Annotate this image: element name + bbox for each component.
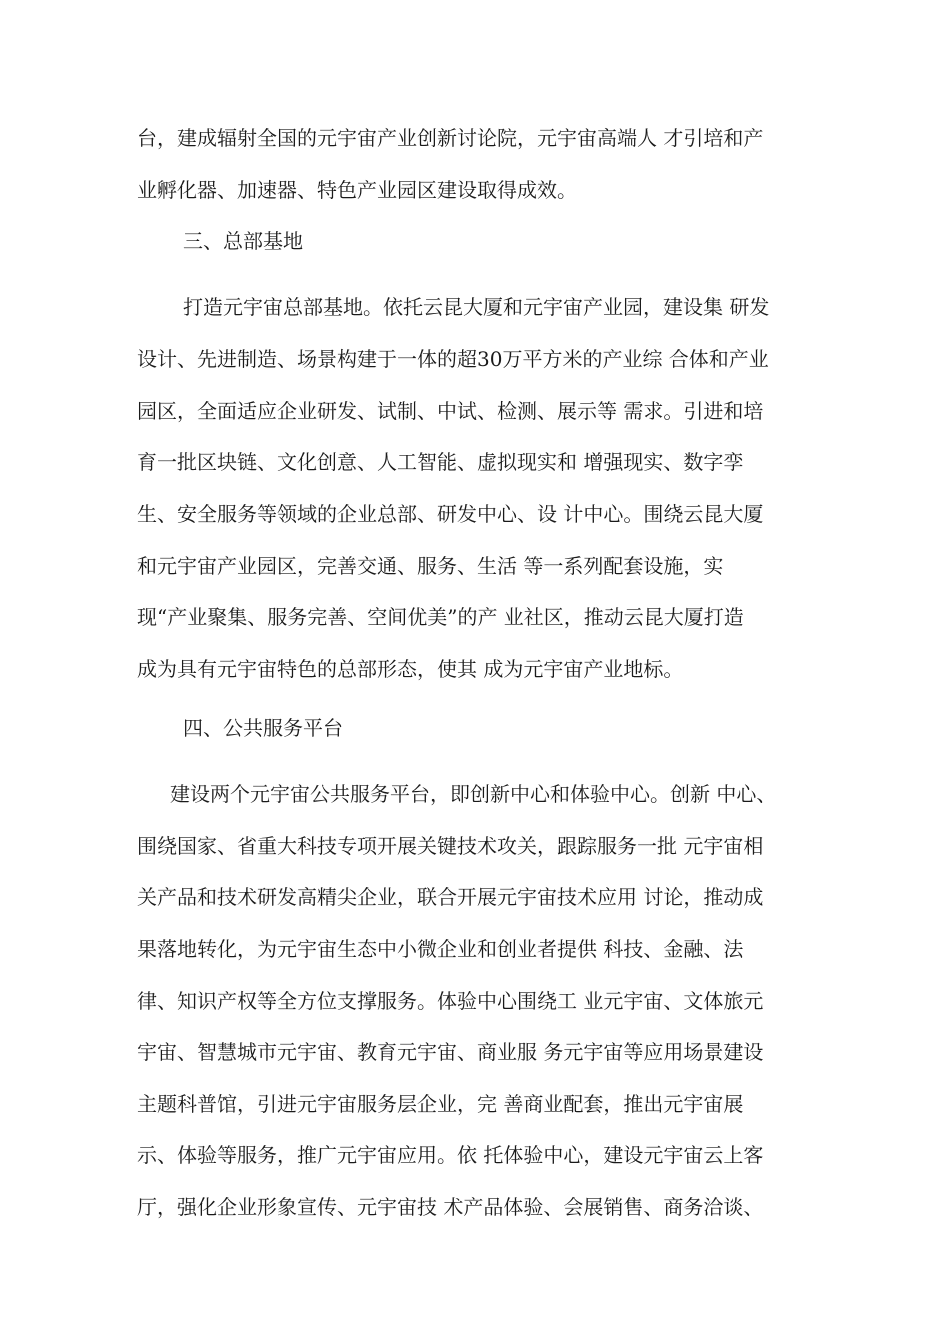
body-text-line: 园区，全面适应企业研发、试制、中试、检测、展示等 需求。引进和培 — [137, 399, 764, 423]
body-text-line: 设计、先进制造、场景构建于一体的超30万平方米的产业综 合体和产业 — [137, 347, 769, 371]
body-text-line: 示、体验等服务，推广元宇宙应用。依 托体验中心，建设元宇宙云上客 — [137, 1143, 764, 1167]
body-text-line: 成为具有元宇宙特色的总部形态，使其 成为元宇宙产业地标。 — [137, 657, 684, 681]
body-text-line: 育一批区块链、文化创意、人工智能、虚拟现实和 增强现实、数字孪 — [137, 450, 744, 474]
body-text-line: 业孵化器、加速器、特色产业园区建设取得成效。 — [137, 178, 577, 202]
body-text-line: 建设两个元宇宙公共服务平台，即创新中心和体验中心。创新 中心、 — [170, 782, 777, 806]
body-text-line: 律、知识产权等全方位支撑服务。体验中心围绕工 业元宇宙、文体旅元 — [137, 989, 764, 1013]
body-text-line: 台，建成辐射全国的元宇宙产业创新讨论院，元宇宙高端人 才引培和产 — [137, 126, 764, 150]
body-text-line: 关产品和技术研发高精尖企业，联合开展元宇宙技术应用 讨论，推动成 — [137, 885, 764, 909]
body-text-line: 现“产业聚集、服务完善、空间优美”的产 业社区，推动云昆大厦打造 — [137, 605, 744, 629]
body-text-line: 主题科普馆，引进元宇宙服务层企业，完 善商业配套，推出元宇宙展 — [137, 1092, 744, 1116]
body-text-line: 果落地转化，为元宇宙生态中小微企业和创业者提供 科技、金融、法 — [137, 937, 744, 961]
body-text-line: 和元宇宙产业园区，完善交通、服务、生活 等一系列配套设施，实 — [137, 554, 724, 578]
section-heading: 三、总部基地 — [183, 229, 303, 253]
body-text-line: 宇宙、智慧城市元宇宙、教育元宇宙、商业服 务元宇宙等应用场景建设 — [137, 1040, 764, 1064]
body-text-line: 厅，强化企业形象宣传、元宇宙技 术产品体验、会展销售、商务洽谈、 — [137, 1195, 764, 1219]
body-text-line: 生、安全服务等领域的企业总部、研发中心、设 计中心。围绕云昆大厦 — [137, 502, 764, 526]
section-heading: 四、公共服务平台 — [183, 716, 343, 740]
body-text-line: 围绕国家、省重大科技专项开展关键技术攻关，跟踪服务一批 元宇宙相 — [137, 834, 764, 858]
body-text-line: 打造元宇宙总部基地。依托云昆大厦和元宇宙产业园，建设集 研发 — [183, 295, 770, 319]
